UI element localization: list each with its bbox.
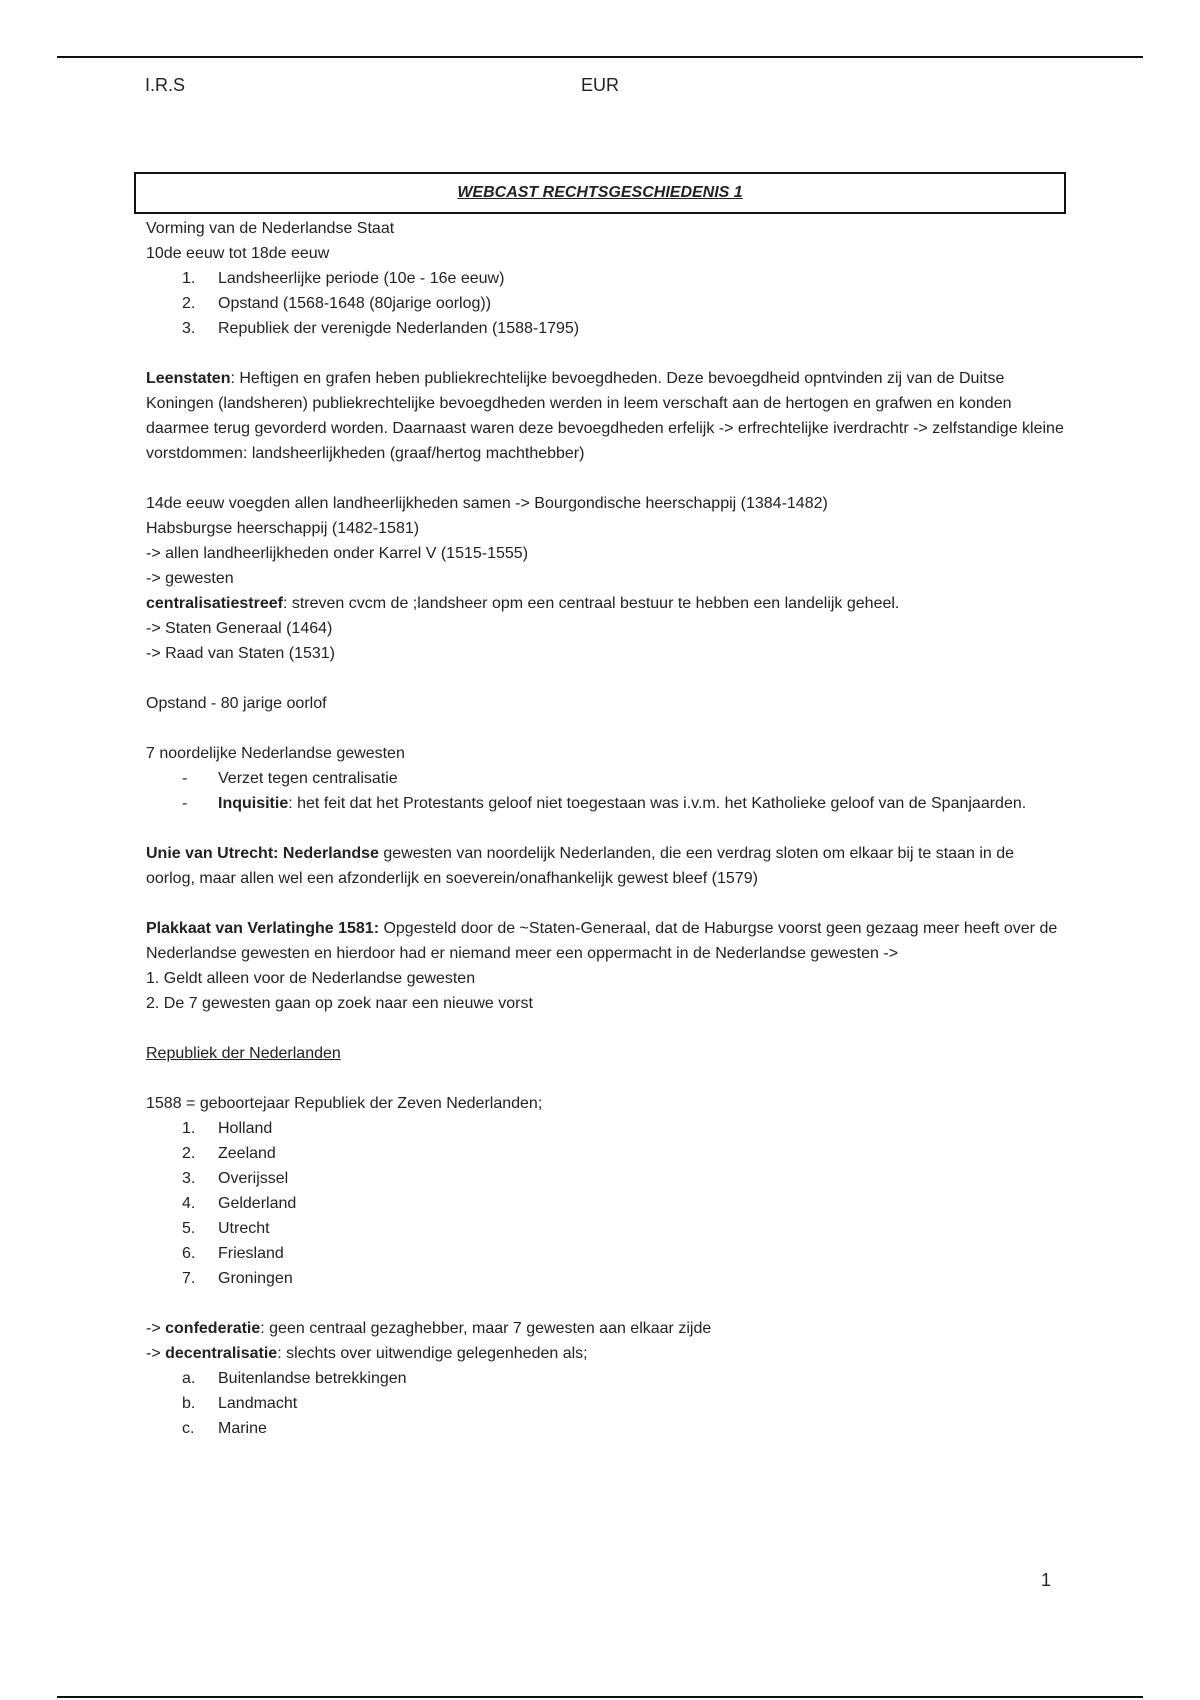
list-item: 1. Landsheerlijke periode (10e - 16e eeuw) [182,270,505,287]
noord-list [146,766,1066,816]
list-item: 2. Opstand (1568-1648 (80jarige oorlog)) [182,295,492,312]
provinces-list [146,1116,1066,1291]
text-line: -> allen landheerlijkheden onder Karrel V (1515-1555) [146,545,529,562]
list-item: 4. Gelderland [182,1195,297,1212]
list-item: 1. Holland [182,1120,273,1137]
text-line: 1. Geldt alleen voor de Nederlandse gewesten [146,970,476,987]
list-item: - Inquisitie: het feit dat het Protestants geloof niet toegestaan was i.v.m. het Katholieke geloof van de Spanjaarden. [182,795,1027,812]
header-left: I.R.S [145,75,186,95]
list-item: 3. Overijssel [182,1170,289,1187]
page-number: 1 [1041,1570,1052,1590]
leenstaten-term: Leenstaten [146,370,231,387]
title-box [134,172,1066,214]
document-body [146,216,1066,1441]
decentralisatie-line: -> decentralisatie: slechts over uitwendige gelegenheden als; [146,1345,588,1362]
list-item: c. Marine [182,1420,267,1437]
text-line: 2. De 7 gewesten gaan op zoek naar een nieuwe vorst [146,995,533,1012]
list-item: - Verzet tegen centralisatie [182,770,398,787]
decentralisatie-list [146,1366,1066,1441]
text-line: -> gewesten [146,570,234,587]
text-line: 14de eeuw voegden allen landheerlijkheden samen -> Bourgondische heerschappij (1384-1482) [146,495,828,512]
intro-line-1: Vorming van de Nederlandse Staat [146,220,395,237]
republiek-line: 1588 = geboortejaar Republiek der Zeven Nederlanden; [146,1095,543,1112]
text-line: -> Raad van Staten (1531) [146,645,336,662]
header-center: EUR [581,75,620,95]
list-item: 2. Zeeland [182,1145,276,1162]
text-line: -> Staten Generaal (1464) [146,620,333,637]
noord-line: 7 noordelijke Nederlandse gewesten [146,745,405,762]
republiek-heading: Republiek der Nederlanden [146,1045,341,1062]
confederatie-line: -> confederatie: geen centraal gezaghebber, maar 7 gewesten aan elkaar zijde [146,1320,712,1337]
plakkaat-paragraph: Plakkaat van Verlatinghe 1581: Opgesteld door de ~Staten-Generaal, dat de Haburgse voorst geen gezaag meer heeft over de Nederlandse gewesten en hierdoor had er niemand meer een oppermacht in de Nederlandse gewesten -> [146,920,1058,962]
list-item: b. Landmacht [182,1395,298,1412]
footer-rule [57,1696,1143,1698]
periods-list [146,266,1066,341]
leenstaten-paragraph: Leenstaten: Heftigen en grafen heben publiekrechtelijke bevoegdheden. Deze bevoegdheid opntvinden zij van de Duitse Koningen (landsheren) publiekrechtelijke bevoegdheden werden in leem verschaft aan de hertogen en grafwen en konden daarmee terug gevorderd worden. Daarnaast waren deze bevoegdheden erfelijk -> erfrechtelijke iverdrachtr -> zelfstandige kleine vorstdommen: landsheerlijkheden (graaf/hertog machthebber) [146,370,1064,462]
centralisatie-line: centralisatiestreef: streven cvcm de ;landsheer opm een centraal bestuur te hebben een landelijk geheel. [146,595,900,612]
list-item: 3. Republiek der verenigde Nederlanden (1588-1795) [182,320,580,337]
header-rule [57,56,1143,58]
intro-line-2: 10de eeuw tot 18de eeuw [146,245,330,262]
document-title: WEBCAST RECHTSGESCHIEDENIS 1 [457,184,743,201]
list-item: 5. Utrecht [182,1220,270,1237]
unie-paragraph: Unie van Utrecht: Nederlandse gewesten van noordelijk Nederlanden, die een verdrag sloten om elkaar bij te staan in de oorlog, maar allen wel een afzonderlijk en soeverein/onafhankelijk gewest bleef (1579) [146,845,1015,887]
list-item: 6. Friesland [182,1245,284,1262]
text-line: Habsburgse heerschappij (1482-1581) [146,520,420,537]
list-item: a. Buitenlandse betrekkingen [182,1370,407,1387]
opstand-line: Opstand - 80 jarige oorlof [146,695,327,712]
list-item: 7. Groningen [182,1270,293,1287]
